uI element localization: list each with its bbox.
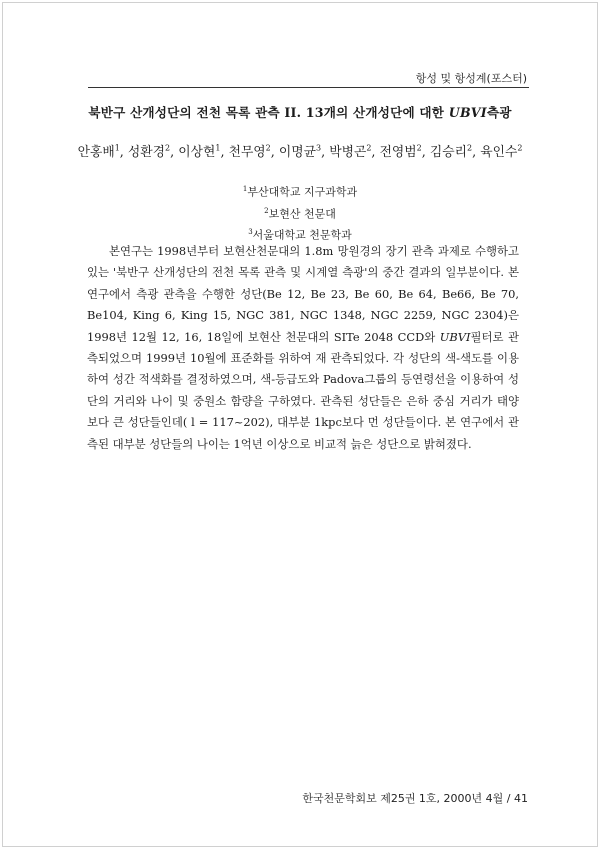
author: 천무영$^2$ <box>228 143 271 160</box>
title-text-after: 측광 <box>486 105 512 120</box>
author: 전영범$^2$ <box>379 143 422 160</box>
author: 김승리$^2$ <box>429 143 473 160</box>
abstract-body <box>87 241 519 455</box>
affiliation: $^2$보현산 천문대 <box>264 206 336 221</box>
author: 성환경$^2$ <box>127 143 171 160</box>
affiliation-list <box>0 180 600 245</box>
abstract-paragraph: 본연구는 1998년부터 보현산천문대의 1.8m 망원경의 장기 관측 과제로 수행하고 있는 '북반구 산개성단의 전천 목록 관측 및 시계열 측광'의 중간 결과의 일부분이다. 본 연구에서 측광 관측을 수행한 성단(Be 12, Be 23, Be 60, Be 64, Be66, Be 70, Be104, King 6, King 15, NGC 381, NGC 1348, NGC 2259, NGC 2304)은 1998년 12월 12, 16, 18일에 보현산 천문대의 SITe 2048 CCD와 UBVI필터로 관측되었으며 1999년 10월에 표준화를 위하여 재 관측되었다. 각 성단의 색-색도를 이용하여 성간 적색화를 결정하였으며, 색-등급도와 Padova그룹의 등연령선을 이용하여 성단의 거리와 나이 및 중원소 함량을 구하였다. 관측된 성단들은 은하 중심 거리가 태양보다 큰 성단들인데( l = 117~202), 대부분 1kpc보다 먼 성단들이다. 본 연구에서 관측된 대부분 성단들의 나이는 1억년 이상으로 비교적 늙은 성단으로 밝혀졌다. <box>87 244 520 451</box>
paper-title <box>60 102 540 121</box>
author: 이명균$^3$ <box>278 143 322 160</box>
author: 박병곤$^2$ <box>329 143 372 160</box>
section-header: 항성 및 항성계(포스터) <box>415 72 527 85</box>
title-text-before: 북반구 산개성단의 전천 목록 관측 II. 13개의 산개성단에 대한 <box>88 105 449 120</box>
header-rule <box>88 87 529 88</box>
affiliation: $^3$서울대학교 천문학과 <box>248 228 352 242</box>
author: 육인수$^2$ <box>480 143 523 160</box>
author: 이상현$^1$ <box>178 143 221 160</box>
journal-footer: 한국천문학회보 제25권 1호, 2000년 4월 / 41 <box>302 792 528 805</box>
affiliation: $^1$부산대학교 지구과학과 <box>242 185 358 199</box>
title-text-italic: UBVI <box>448 105 487 120</box>
author: 안홍배$^1$ <box>77 143 120 160</box>
author-list: 안홍배$^1$, 성환경$^2$, 이상현$^1$, 천무영$^2$, 이명균$^3$, 박병곤$^2$, 전영범$^2$, 김승리$^2$, 육인수$^2$ <box>77 143 523 160</box>
